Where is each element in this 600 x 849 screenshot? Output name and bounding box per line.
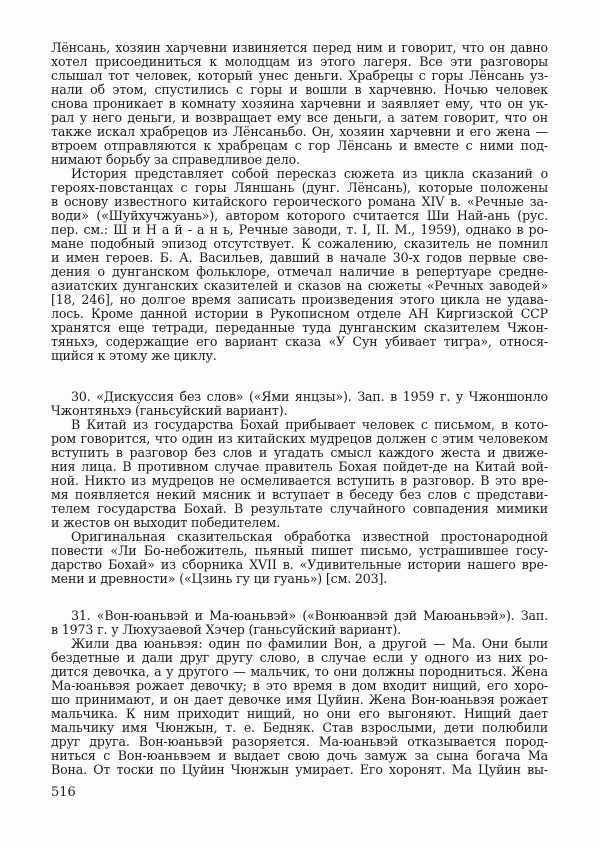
text-line: тяньхэ, содержащие его вариант сказа «У Сун убивает тигра», относя- xyxy=(51,334,548,349)
text-line: води» («Шуйхучжуань»), автором которого считается Ши Най-ань (рус. xyxy=(51,208,548,223)
paragraph xyxy=(51,167,548,363)
text-line: нали об этом, спустились с горы и вошли в харчевню. Ночью человек xyxy=(51,82,548,97)
paragraph xyxy=(51,530,548,586)
text-line: мени и древности» («Цзинь гу ци гуань») [см. 203]. xyxy=(51,571,388,586)
text-line: слышал тот человек, который унес деньги. Храбрецы с горы Лёнсань уз- xyxy=(51,68,548,83)
text-line: и имен героев. Б. А. Васильев, давший в начале 30-х годов первые све- xyxy=(51,250,548,265)
text-line: бездетные и дали друг другу слово, в случае если у одного из них ро- xyxy=(51,650,548,665)
page-number: 516 xyxy=(51,785,76,800)
text-line: мане подобный эпизод отсутствует. К сожалению, сказитель не помнил xyxy=(51,236,548,251)
paragraph xyxy=(51,41,548,167)
text-line: героях-повстанцах с горы Ляншань (дунг. Лёнсань), которые положены xyxy=(51,180,548,195)
entry-heading xyxy=(51,609,548,637)
text-line: азиатских дунганских сказителей и сказов на сюжеты «Речных заводей» xyxy=(51,278,548,293)
text-line: ниться с Вон-юаньвэем и выдает свою дочь замуж за сына богача Ма xyxy=(51,748,548,763)
text-line: втроем отправляются к храбрецам с гор Лёнсань и вместе с ними под- xyxy=(51,138,548,153)
text-line: 31. «Вон-юаньвэй и Ма-юаньвэй» («Вонюанвэй дэй Маюаньвэй»). Зап. xyxy=(71,608,548,623)
text-line: мальчику имя Чюнжын, т. е. Бедняк. Став взрослыми, дети полюбили xyxy=(51,720,548,735)
section-entry-30 xyxy=(51,390,548,586)
text-line: История представляет собой пересказ сюжета из цикла сказаний о xyxy=(71,166,548,181)
text-line: снова проникает в комнату хозяина харчевни и заявляет ему, что он ук- xyxy=(51,96,548,111)
text-line: 30. «Дискуссия без слов» («Ями янцзы»). Зап. в 1959 г. у Чжоншонло xyxy=(71,389,548,404)
text-line: вступить в разговор без слов и угадать смысл каждого жеста и движе- xyxy=(51,445,548,460)
text-line: друг друга. Вон-юаньвэй разоряется. Ма-юаньвэй отказывается пород- xyxy=(51,734,548,749)
section-entry-31 xyxy=(51,609,548,777)
text-line: и жестов он выходит победителем. xyxy=(51,515,281,530)
text-line: в 1973 г. у Люхузаевой Хэчер (ганьсуйский вариант). xyxy=(51,622,401,637)
text-line: дения о дунганском фольклоре, отмечал наличие в репертуаре средне- xyxy=(51,264,548,279)
text-line: щийся к этому же циклу. xyxy=(51,348,217,363)
text-line: дарство Бохай» из сборника XVII в. «Удивительные истории нашего вре- xyxy=(51,557,548,572)
text-line: мя появляется некий мясник и вступает в беседу без слов с представи- xyxy=(51,487,548,502)
text-line: ной. Никто из мудрецов не осмеливается вступить в разговор. В это вре- xyxy=(51,473,548,488)
text-line: Лёнсань, хозяин харчевни извиняется перед ним и говорит, что он давно xyxy=(51,40,548,55)
text-line: ром говорится, что один из китайских мудрецов должен с этим человеком xyxy=(51,431,548,446)
text-line: в основу известного китайского героического романа XIV в. «Речные за- xyxy=(51,194,548,209)
text-line: повести «Ли Бо-небожитель, пьяный пишет письмо, устрашившее госу- xyxy=(51,543,548,558)
text-line: мальчика. К ним приходит нищий, но они его выгоняют. Нищий дает xyxy=(51,706,548,721)
text-line: шо принимают, и он дает девочке имя Цуйин. Жена Вон-юаньвэя рожает xyxy=(51,692,548,707)
text-line: [18, 246], но долгое время записать произведения этого цикла не удава- xyxy=(51,292,548,307)
text-line: Чжонтяньхэ (ганьсуйский вариант). xyxy=(51,403,288,418)
text-line: Оригинальная сказительская обработка известной простонародной xyxy=(71,529,548,544)
text-line: Ма-юаньвэя рожает девочку; в это время в дом входит нищий, его хоро- xyxy=(51,678,548,693)
text-line: также искал храбрецов из Лёнсаньбо. Он, хозяин харчевни и его жена — xyxy=(51,124,548,139)
entry-heading xyxy=(51,390,548,418)
text-line: Вона. От тоски по Цуйин Чюнжын умирает. Его хоронят. Ма Цуйин вы- xyxy=(51,762,548,777)
paragraph xyxy=(51,418,548,530)
section-continuation xyxy=(51,41,548,363)
text-line: хранятся еще тетради, переданные туда дунганским сказителем Чжон- xyxy=(51,320,548,335)
text-line: В Китай из государства Бохай прибывает человек с письмом, в кото- xyxy=(71,417,548,432)
paragraph xyxy=(51,637,548,777)
text-line: хотел присоединиться к молодцам из этого лагеря. Все эти разговоры xyxy=(51,54,548,69)
text-line: лось. Кроме данной истории в Рукописном отделе АН Киргизской ССР xyxy=(51,306,548,321)
text-line: пер. см.: Ш и Н а й - а н ь, Речные заводи, т. I, II. М., 1959), однако в ро- xyxy=(51,222,548,237)
text-line: Жили два юаньвэя: один по фамилии Вон, а другой — Ма. Они были xyxy=(71,636,548,651)
text-line: ния лица. В противном случае правитель Бохая пойдет-де на Китай вой- xyxy=(51,459,548,474)
text-line: телем государства Бохай. В результате случайного совпадения мимики xyxy=(51,501,548,516)
text-line: нимают борьбу за справедливое дело. xyxy=(51,152,300,167)
text-line: рал у него деньги, и возвращает ему все деньги, а затем говорит, что он xyxy=(51,110,548,125)
text-line: дится девочка, а у другого — мальчик, то они должны породниться. Жена xyxy=(51,664,548,679)
